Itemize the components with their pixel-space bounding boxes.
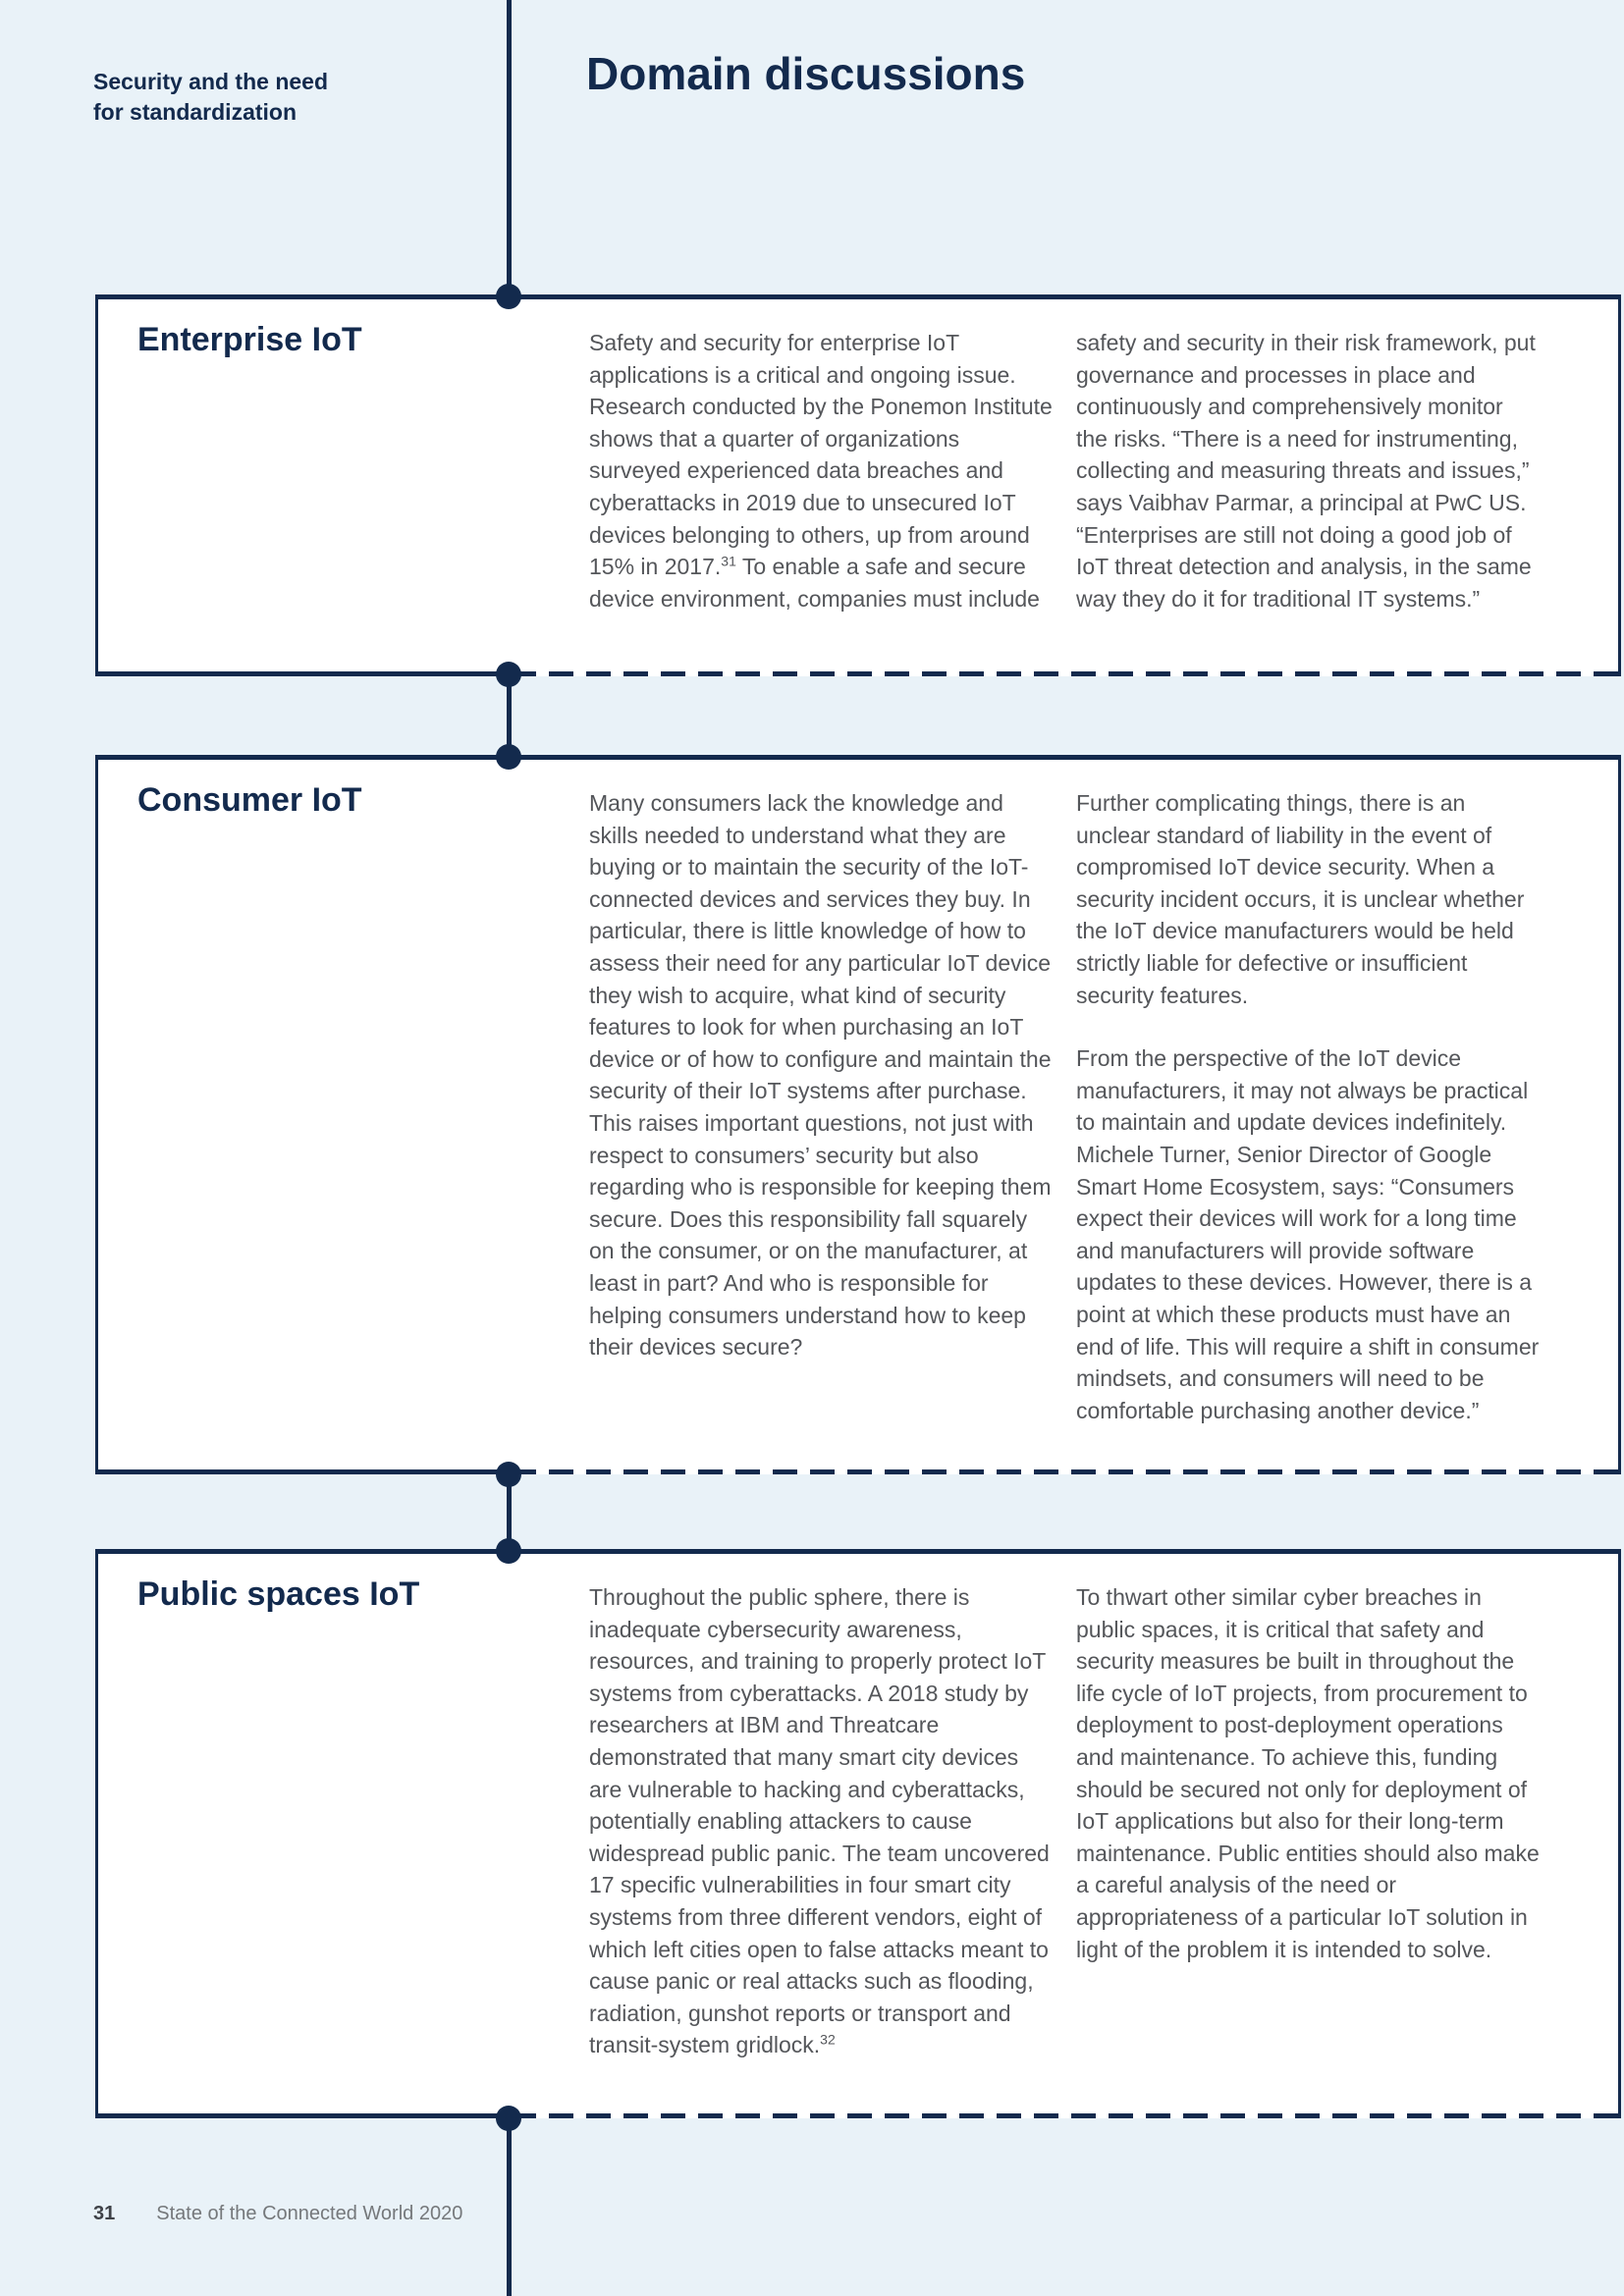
text-column-right: [1076, 787, 1540, 1426]
page-title: Domain discussions: [586, 48, 1026, 99]
paragraph: [1076, 1042, 1540, 1426]
timeline-dot: [496, 1462, 521, 1487]
panel-heading-enterprise-iot: Enterprise IoT: [137, 321, 362, 358]
paragraph-text: Many consumers lack the knowledge and skills needed to understand what they are buying or to maintain the security of the IoT-connected devices and services they buy. In particular, there is little knowledge of how to assess their need for any particular IoT device they wish to acquire, what kind of security features to look for when purchasing an IoT device or of how to configure and maintain the security of their IoT systems after purchase. This raises important questions, not just with respect to consumers’ security but also regarding who is responsible for keeping them secure. Does this responsibility fall squarely on the consumer, or on the manufacturer, at least in part? And who is responsible for helping consumers understand how to keep their devices secure?: [589, 790, 1052, 1361]
panel-enterprise-iot: [95, 294, 1621, 676]
paragraph: [589, 787, 1053, 1363]
timeline-dot: [496, 744, 521, 770]
panel-bottom-border-dashed: [512, 2113, 1621, 2118]
footer-report-title: State of the Connected World 2020: [156, 2203, 463, 2224]
kicker-line: Security and the need: [93, 69, 329, 94]
timeline-connector: [507, 0, 512, 297]
paragraph: [589, 327, 1053, 614]
page-number: 31: [93, 2203, 116, 2224]
timeline-dot: [496, 662, 521, 687]
paragraph-text: Throughout the public sphere, there is inadequate cybersecurity awareness, resources, and training to properly protect IoT systems from cyberattacks. A 2018 study by researchers at IBM and Threatcare demonstrated that many smart city devices are vulnerable to hacking and cyberattacks, potentially enabling attackers to cause widespread public panic. The team uncovered 17 specific vulnerabilities in four smart city systems from three different vendors, eight of which left cities open to false attacks meant to cause panic or real attacks such as flooding, radiation, gunshot reports or transport and transit-system gridlock.: [589, 1584, 1050, 2058]
text-column-left: [589, 327, 1053, 614]
text-column-right: [1076, 327, 1540, 614]
panel-bottom-border-solid: [95, 1469, 512, 1474]
panel-consumer-iot: [95, 755, 1621, 1474]
timeline-dot: [496, 2106, 521, 2131]
paragraph: [1076, 327, 1540, 614]
paragraph-text: From the perspective of the IoT device manufacturers, it may not always be practical to maintain and update devices indefinitely. Michele Turner, Senior Director of Google Smart Home Ecosystem, says: “Consumers expect their devices will work for a long time and manufacturers will provide software updates to these devices. However, there is a point at which these products must have an end of life. This will require a shift in consumer mindsets, and consumers will need to be comfortable purchasing another device.”: [1076, 1045, 1540, 1423]
kicker-line: for standardization: [93, 99, 298, 125]
paragraph: [1076, 1581, 1540, 1965]
page-footer: [93, 2203, 462, 2225]
paragraph: [1076, 787, 1540, 1011]
text-column-left: [589, 787, 1053, 1363]
paragraph-text: safety and security in their risk framework, put governance and processes in place and continuously and comprehensively monitor the risks. “There is a need for instrumenting, collecting and measuring threats and issues,” says Vaibhav Parmar, a principal at PwC US. “Enterprises are still not doing a good job of IoT threat detection and analysis, in the same way they do it for traditional IT systems.”: [1076, 330, 1536, 612]
paragraph-text: To thwart other similar cyber breaches in public spaces, it is critical that safety and security measures be built in throughout the life cycle of IoT projects, from procurement to deployment to post-deployment operations and maintenance. To achieve this, funding should be secured not only for deployment of IoT applications but also for their long-term maintenance. Public entities should also make a careful analysis of the need or appropriateness of a particular IoT solution in light of the problem it is intended to solve.: [1076, 1584, 1540, 1962]
panel-heading-public-spaces-iot: Public spaces IoT: [137, 1575, 420, 1613]
timeline-dot: [496, 284, 521, 309]
paragraph: [589, 1581, 1053, 2061]
paragraph-text: Safety and security for enterprise IoT applications is a critical and ongoing issue. Research conducted by the Ponemon Institute shows that a quarter of organizations surveyed experienced data breaches and cyberattacks in 2019 due to unsecured IoT devices belonging to others, up from around 15% in 2017.: [589, 330, 1053, 580]
footnote-ref-31: 31: [721, 553, 736, 569]
panel-bottom-border-solid: [95, 2113, 512, 2118]
section-kicker: [93, 67, 328, 128]
footnote-ref-32: 32: [820, 2031, 836, 2048]
paragraph-text: To enable a safe and secure device environment, companies must include: [589, 554, 1040, 612]
panel-bottom-border-dashed: [512, 671, 1621, 676]
panel-heading-consumer-iot: Consumer IoT: [137, 781, 362, 819]
text-column-right: [1076, 1581, 1540, 1965]
panel-bottom-border-dashed: [512, 1469, 1621, 1474]
timeline-dot: [496, 1538, 521, 1564]
panel-bottom-border-solid: [95, 671, 512, 676]
paragraph-text: Further complicating things, there is an unclear standard of liability in the event of compromised IoT device security. When a security incident occurs, it is unclear whether the IoT device manufacturers would be held strictly liable for defective or insufficient security features.: [1076, 790, 1525, 1008]
panel-public-spaces-iot: [95, 1549, 1621, 2118]
timeline-connector: [507, 2115, 512, 2296]
text-column-left: [589, 1581, 1053, 2061]
